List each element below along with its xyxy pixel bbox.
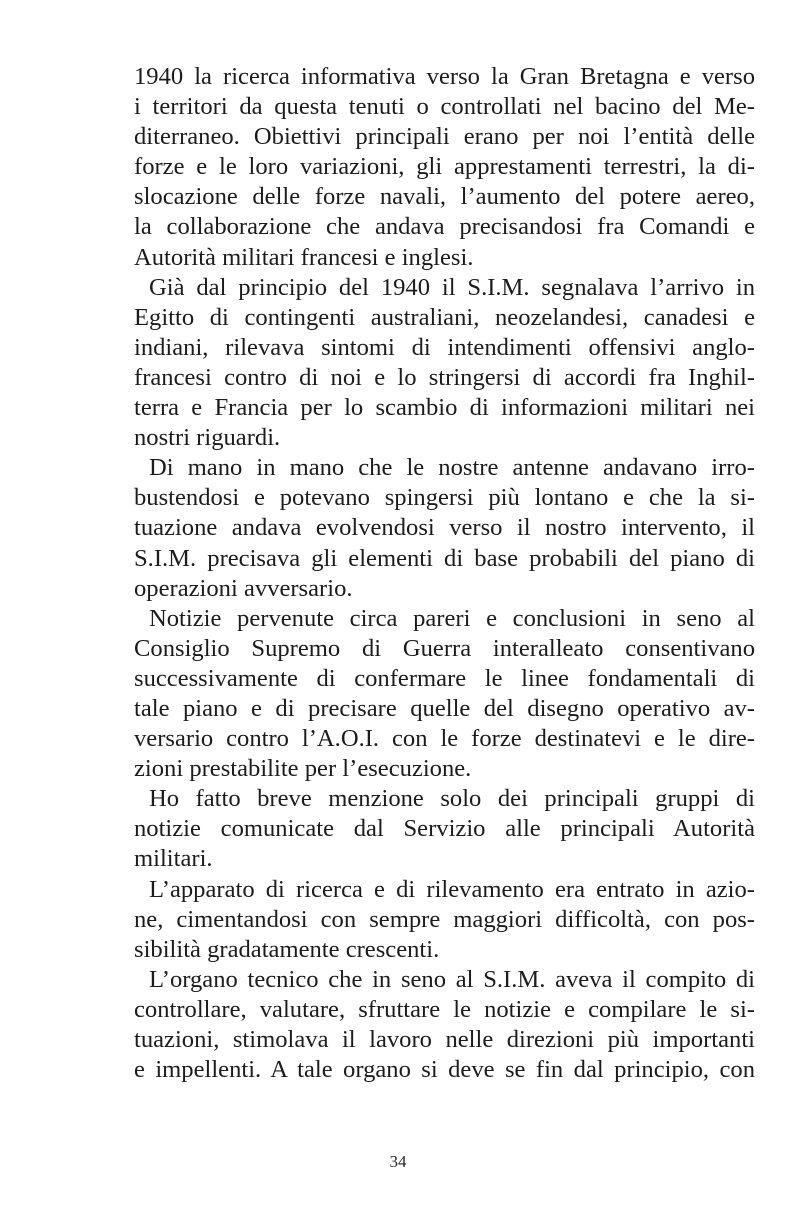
text-line: Egitto di contingenti australiani, neozelandesi, canadesi e [134,303,755,331]
text-line: operazioni avversario. [134,574,353,602]
text-line: Autorità militari francesi e inglesi. [134,243,474,271]
text-line: e impellenti. A tale organo si deve se fin dal principio, con [134,1056,755,1084]
text-line: tale piano e di precisare quelle del disegno operativo av- [134,694,755,722]
paragraph-7 [134,965,755,1085]
text-line: Consiglio Supremo di Guerra interalleato consentivano [134,634,755,662]
paragraph-4 [134,604,755,785]
paragraph-1 [134,62,755,273]
text-line: 1940 la ricerca informativa verso la Gran Bretagna e verso [134,63,755,90]
text-line: notizie comunicate dal Servizio alle principali Autorità [134,815,755,843]
text-line: Già dal principio del 1940 il S.I.M. segnalava l’arrivo in [149,273,755,301]
text-line: terra e Francia per lo scambio di informazioni militari nei [134,394,755,422]
text-line: francesi contro di noi e lo stringersi di accordi fra Inghil- [134,363,755,391]
text-line: versario contro l’A.O.I. con le forze destinatevi e le dire- [134,725,755,753]
text-line: i territori da questa tenuti o controllati nel bacino del Me- [134,93,755,121]
page-number: 34 [389,1152,407,1171]
text-line: tuazione andava evolvendosi verso il nostro intervento, il [134,514,755,542]
text-line: slocazione delle forze navali, l’aumento del potere aereo, [134,183,755,211]
text-line: sibilità gradatamente crescenti. [134,935,440,963]
paragraph-5 [134,784,755,874]
text-line: la collaborazione che andava precisandosi fra Comandi e [134,213,755,241]
text-line: Ho fatto breve menzione solo dei principali gruppi di [149,785,755,813]
text-line: bustendosi e potevano spingersi più lontano e che la si- [134,484,755,512]
paragraph-6 [134,875,755,965]
paragraph-2 [134,273,755,454]
text-line: zioni prestabilite per l’esecuzione. [134,755,472,783]
body-text [134,62,755,1085]
text-line: militari. [134,845,213,873]
text-line: Di mano in mano che le nostre antenne andavano irro- [149,454,755,482]
text-line: diterraneo. Obiettivi principali erano per noi l’entità delle [134,123,755,151]
text-line: successivamente di confermare le linee fondamentali di [134,664,755,692]
paragraph-3 [134,453,755,603]
text-line: tuazioni, stimolava il lavoro nelle direzioni più importanti [134,1026,755,1053]
text-line: indiani, rilevava sintomi di intendimenti offensivi anglo- [134,333,755,361]
text-line: forze e le loro variazioni, gli apprestamenti terrestri, la di- [134,153,755,181]
text-line: S.I.M. precisava gli elementi di base probabili del piano di [134,544,755,572]
text-line: Notizie pervenute circa pareri e conclusioni in seno al [149,604,755,632]
text-line: nostri riguardi. [134,424,281,452]
text-line: controllare, valutare, sfruttare le notizie e compilare le si- [134,995,755,1023]
text-line: L’apparato di ricerca e di rilevamento era entrato in azio- [149,875,755,903]
text-line: ne, cimentandosi con sempre maggiori difficoltà, con pos- [134,905,755,933]
text-line: L’organo tecnico che in seno al S.I.M. aveva il compito di [149,965,755,993]
